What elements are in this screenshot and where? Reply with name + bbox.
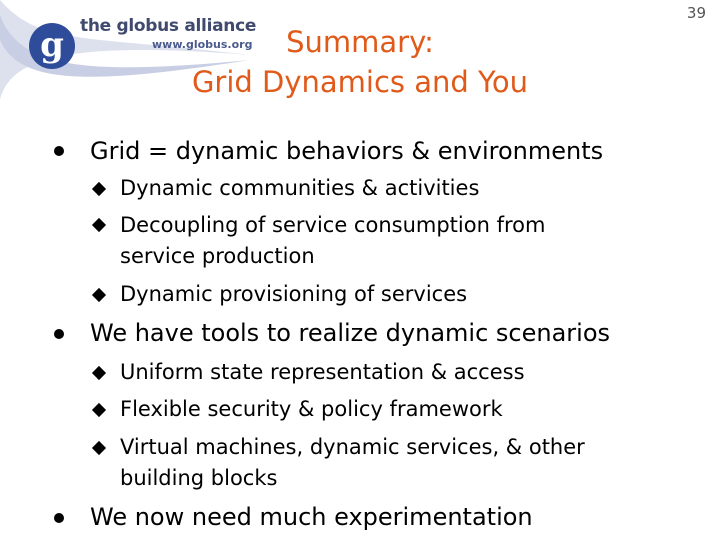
- bullet-1-text: Grid = dynamic behaviors & environments: [90, 137, 604, 165]
- sub-bullet-diamond: [92, 366, 106, 380]
- bullet-1-sub-1: Dynamic communities & activities: [120, 176, 480, 200]
- title-line-2: Grid Dynamics and You: [191, 65, 529, 99]
- bullet-dot: [54, 329, 64, 339]
- bullet-1-sub-3: Dynamic provisioning of services: [120, 282, 468, 306]
- logo-url: www.globus.org: [152, 38, 253, 51]
- bullet-2-sub-2: Flexible security & policy framework: [120, 397, 503, 421]
- logo-name: the globus alliance: [80, 16, 257, 36]
- page-number: 39: [686, 4, 706, 22]
- title-line-1: Summary:: [286, 25, 434, 59]
- sub-bullet-diamond: [92, 218, 106, 232]
- bullet-2-sub-3: Virtual machines, dynamic services, & other building blocks: [120, 435, 585, 490]
- bullet-3-text: We now need much experimentation: [90, 503, 533, 531]
- sub-bullet-diamond: [92, 441, 106, 455]
- sub-bullet-diamond: [92, 403, 106, 417]
- sub-bullet-diamond: [92, 288, 106, 302]
- bullet-2-sub-1: Uniform state representation & access: [120, 360, 525, 384]
- bullet-dot: [54, 146, 64, 156]
- sub-bullet-diamond: [92, 182, 106, 196]
- logo-letter: g: [40, 25, 64, 65]
- bullet-dot: [54, 513, 64, 523]
- bullet-2-text: We have tools to realize dynamic scenarios: [90, 319, 611, 347]
- slide-title: [130, 22, 590, 102]
- bullet-1-sub-2: Decoupling of service consumption from service production: [120, 213, 546, 268]
